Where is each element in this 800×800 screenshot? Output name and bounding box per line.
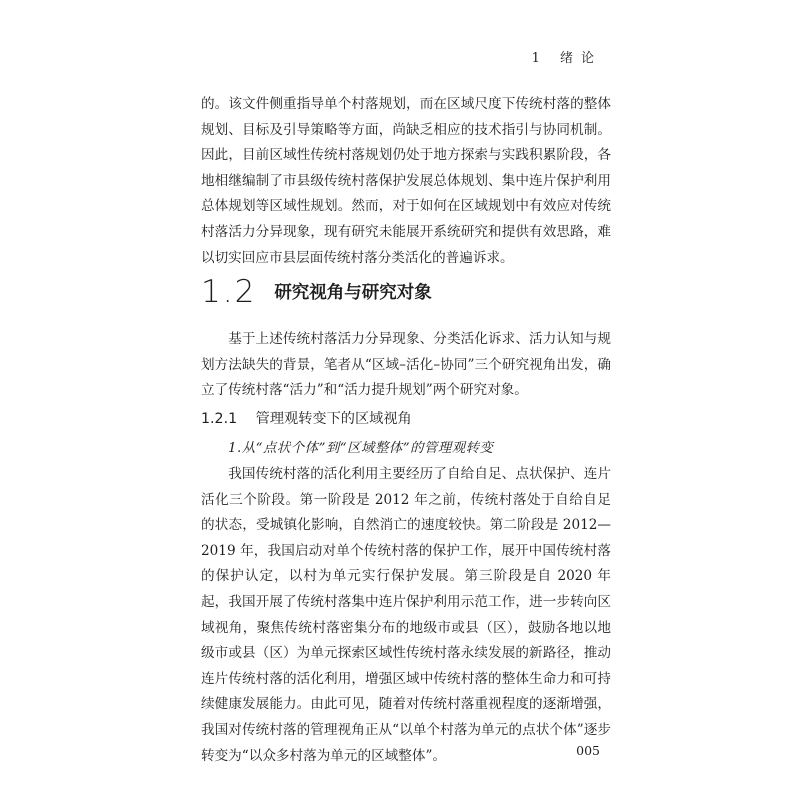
chapter-title: 绪论	[559, 51, 602, 66]
page-number: 005	[576, 743, 600, 758]
section-title: 研究视角与研究对象	[274, 283, 432, 303]
chapter-number: 1	[531, 51, 541, 66]
subhead: 1.从“点状个体”到“区域整体”的管理观转变	[228, 441, 494, 456]
subsection-number: 1.2.1	[201, 411, 238, 427]
subsection-heading	[201, 408, 412, 428]
body-paragraph: 我国传统村落的活化利用主要经历了自给自足、点状保护、连片活化三个阶段。第一阶段是 2012 年之前，传统村落处于自给自足的状态，受城镇化影响，自然消亡的速度较快。第二阶段是 2012—2019 年，我国启动对单个传统村落的保护工作，展开中国传统村落的保护认定，以村为单元实行保护发展。第三阶段是自 2020 年起，我国开展了传统村落集中连片保护利用示范工作，进一步转向区域视角，聚焦传统村落密集分布的地级市或县（区），鼓励各地以地级市或县（区）为单元探索区域性传统村落永续发展的新路径，推动连片传统村落的活化利用，增强区域中传统村落的整体生命力和可持续健康发展能力。由此可见，随着对传统村落重视程度的逐渐增强，我国对传统村落的管理视角正从“以单个村落为单元的点状个体”逐步转变为“以众多村落为单元的区域整体”。	[201, 466, 611, 764]
continuation-paragraph: 的。该文件侧重指导单个村落规划，而在区域尺度下传统村落的整体规划、目标及引导策略等方面，尚缺乏相应的技术指引与协同机制。因此，目前区域性传统村落规划仍处于地方探索与实践积累阶段，各地相继编制了市县级传统村落保护发展总体规划、集中连片保护利用总体规划等区域性规划。然而，对于如何在区域规划中有效应对传统村落活力分异现象，现有研究未能展开系统研究和提供有效思路，难以切实回应市县层面传统村落分类活化的普遍诉求。	[201, 96, 611, 266]
section-heading	[201, 274, 432, 310]
intro-paragraph: 基于上述传统村落活力分异现象、分类活化诉求、活力认知与规划方法缺失的背景，笔者从“区域–活化–协同”三个研究视角出发，确立了传统村落“活力”和“活力提升规划”两个研究对象。	[201, 331, 611, 399]
subsection-title: 管理观转变下的区域视角	[255, 411, 412, 427]
section-number: 1.2	[201, 274, 257, 310]
running-head	[532, 47, 602, 66]
